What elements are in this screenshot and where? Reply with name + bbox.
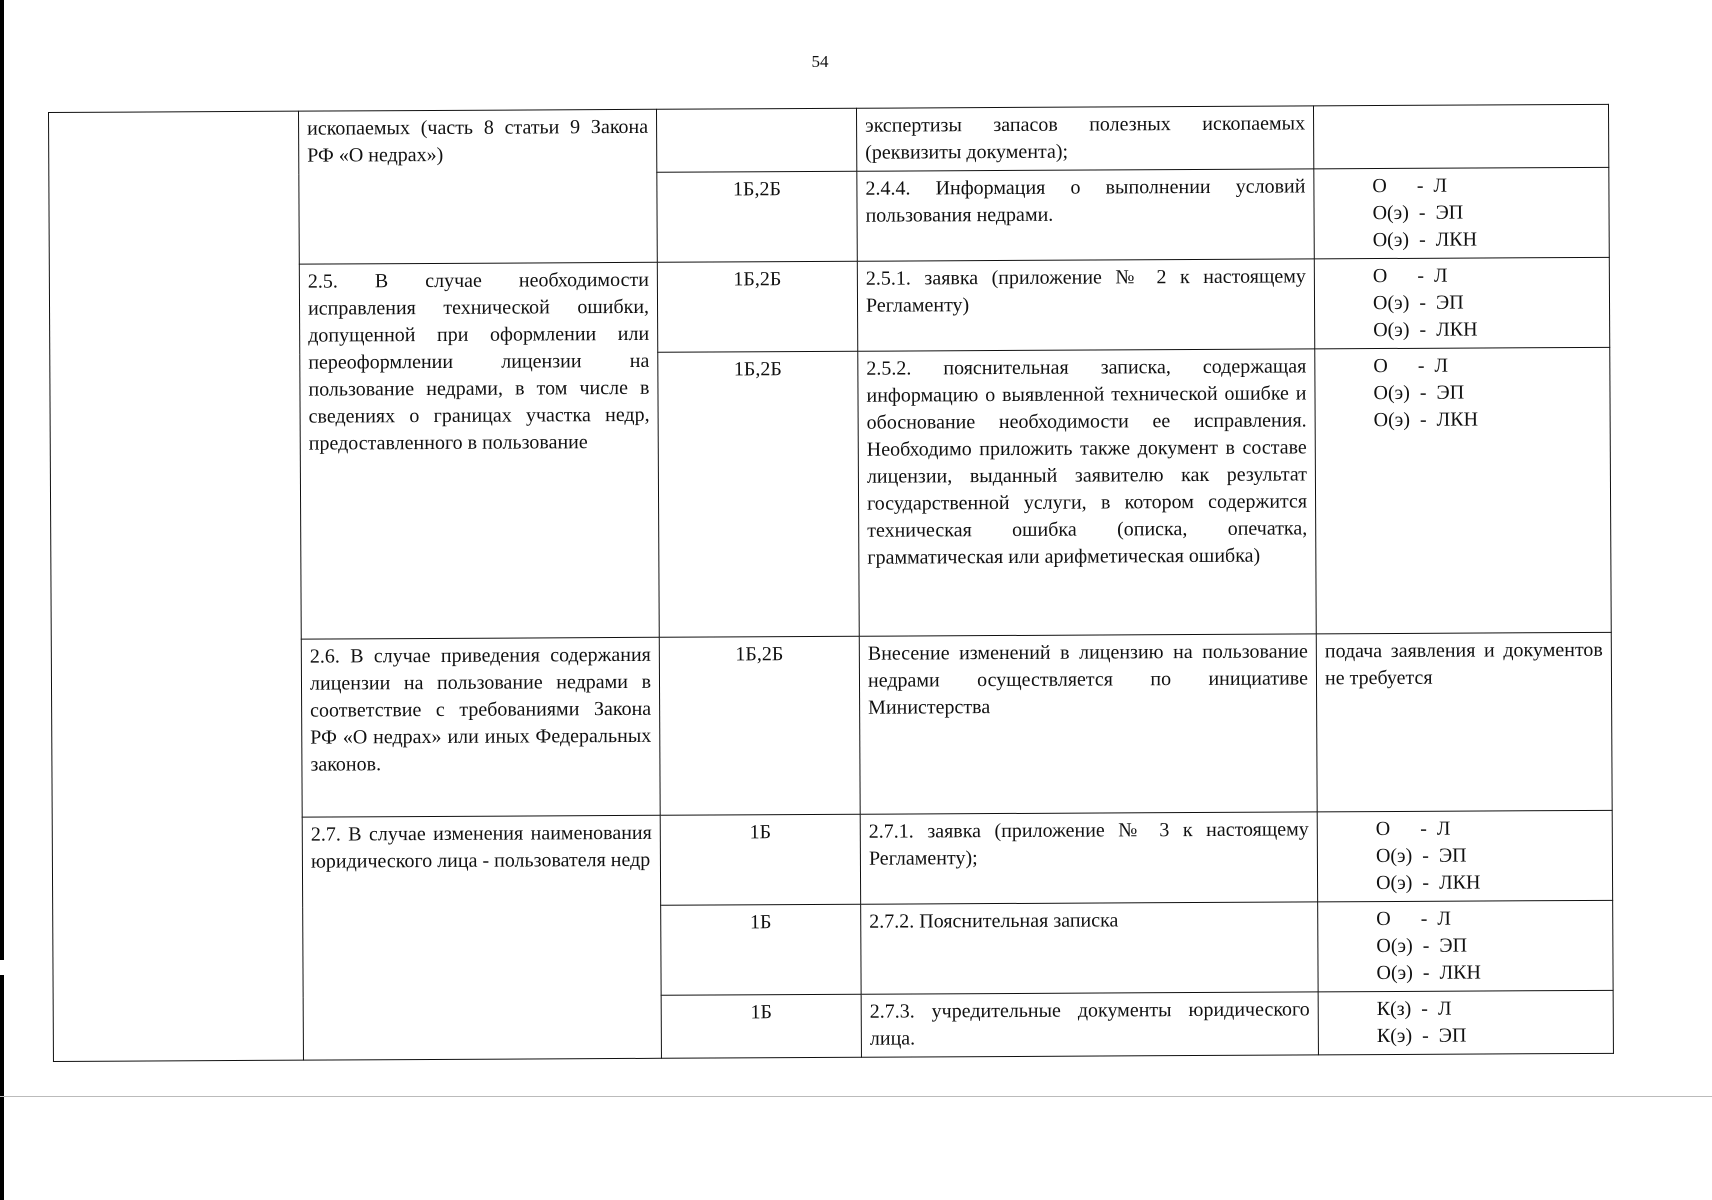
document-text: 2.5.1. заявка (приложение № 2 к настоящему Регламенту) bbox=[857, 259, 1314, 351]
submission-forms bbox=[1318, 900, 1613, 992]
submission-forms bbox=[1314, 257, 1609, 349]
submission-note: подача заявления и документов не требуется bbox=[1316, 632, 1612, 812]
case-description: 2.5. В случае необходимости исправления технической ошибки, допущенной при оформлении или переоформлении лицензии на пользование недрами, в том числе в сведениях о границах участка недр, предоставленного в пользование bbox=[299, 262, 659, 639]
submission-forms bbox=[1315, 347, 1611, 634]
form-line: О - Л bbox=[1372, 264, 1448, 288]
form-line: О(э) - ЛКН bbox=[1375, 871, 1481, 895]
form-line: О - Л bbox=[1373, 354, 1449, 378]
submission-forms bbox=[1318, 990, 1613, 1055]
form-line: О(э) - ЭП bbox=[1376, 934, 1468, 958]
case-description: ископаемых (часть 8 статьи 9 Закона РФ «О недрах») bbox=[298, 109, 657, 264]
form-line: О(э) - ЭП bbox=[1375, 844, 1467, 868]
form-line: О - Л bbox=[1372, 174, 1448, 198]
applicant-code: 1Б,2Б bbox=[657, 261, 857, 352]
case-description: 2.6. В случае приведения содержания лицензии на пользование недрами в соответствие с требованиями Закона РФ «О недрах» или иных Федеральных законов. bbox=[301, 637, 660, 817]
scan-edge-line bbox=[0, 1096, 1712, 1097]
document-text: 2.7.3. учредительные документы юридического лица. bbox=[861, 992, 1318, 1057]
form-line: О(э) - ЭП bbox=[1372, 201, 1464, 225]
applicant-code bbox=[656, 108, 856, 172]
page-number: 54 bbox=[811, 52, 829, 71]
document-text: экспертизы запасов полезных ископаемых (реквизиты документа); bbox=[856, 106, 1313, 171]
form-line: О - Л bbox=[1376, 907, 1451, 931]
document-text: 2.4.4. Информация о выполнении условий пользования недрами. bbox=[857, 169, 1314, 261]
document-text: 2.5.2. пояснительная записка, содержащая информацию о выявленной технической ошибке и обоснование необходимости ее исправления. Необходимо приложить также документ в составе лицензии, выданный заявителю как результат государственной услуги, в котором содержится техническая ошибка (описка, опечатка, грамматическая или арифметическая ошибка) bbox=[858, 349, 1316, 636]
form-line: О(э) - ЭП bbox=[1373, 381, 1465, 405]
form-line: О(э) - ЛКН bbox=[1376, 961, 1481, 985]
table-row bbox=[49, 104, 1609, 175]
document-text: 2.7.2. Пояснительная записка bbox=[861, 902, 1318, 994]
form-line: О(э) - ЭП bbox=[1372, 291, 1464, 315]
form-line: О(э) - ЛКН bbox=[1372, 228, 1478, 252]
document-text: Внесение изменений в лицензию на пользование недрами осуществляется по инициативе Министерства bbox=[859, 634, 1317, 814]
empty-first-column bbox=[49, 111, 304, 1061]
applicant-code: 1Б bbox=[661, 994, 861, 1058]
submission-forms bbox=[1317, 810, 1612, 902]
applicant-code: 1Б,2Б bbox=[658, 351, 859, 637]
form-line: К(з) - Л bbox=[1376, 997, 1452, 1021]
form-line: К(э) - ЭП bbox=[1376, 1024, 1467, 1048]
case-description: 2.7. В случае изменения наименования юридического лица - пользователя недр bbox=[302, 815, 661, 1060]
applicant-code: 1Б bbox=[660, 814, 860, 905]
applicant-code: 1Б,2Б bbox=[659, 636, 860, 815]
form-line: О(э) - ЛКН bbox=[1373, 318, 1478, 342]
document-text: 2.7.1. заявка (приложение № 3 к настоящему Регламенту); bbox=[860, 812, 1317, 904]
scan-margin-bar bbox=[0, 975, 4, 1200]
form-line: О(э) - ЛКН bbox=[1373, 408, 1479, 432]
form-line: О - Л bbox=[1375, 817, 1451, 841]
applicant-code: 1Б,2Б bbox=[657, 171, 857, 262]
applicant-code: 1Б bbox=[661, 904, 861, 995]
scan-margin-bar bbox=[0, 0, 4, 960]
submission-forms bbox=[1314, 167, 1609, 259]
submission-forms bbox=[1313, 104, 1608, 169]
regulation-table bbox=[48, 104, 1614, 1062]
